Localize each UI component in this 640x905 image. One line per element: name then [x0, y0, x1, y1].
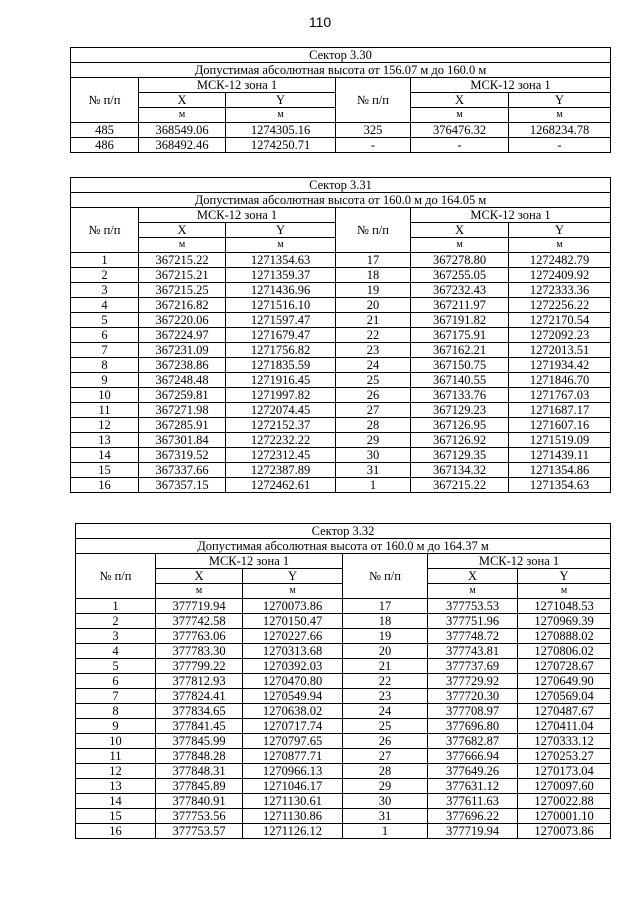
x-coordinate: 367248.48 [139, 373, 226, 388]
point-number: 4 [76, 644, 156, 659]
y-coordinate: 1272074.45 [226, 403, 336, 418]
point-number: 30 [343, 794, 428, 809]
coordinate-system-header: МСК-12 зона 1 [139, 78, 336, 93]
point-number: 9 [76, 719, 156, 734]
y-coordinate: 1271436.96 [226, 283, 336, 298]
table-row [76, 734, 611, 749]
y-coordinate: 1270313.68 [243, 644, 343, 659]
point-number: 1 [71, 253, 139, 268]
y-coordinate: 1270717.74 [243, 719, 343, 734]
sector-title: Сектор 3.30 [71, 48, 611, 63]
x-coordinate: 377682.87 [428, 734, 518, 749]
y-coordinate: 1268234.78 [509, 123, 611, 138]
point-number: 28 [336, 418, 411, 433]
x-coordinate: 377666.94 [428, 749, 518, 764]
table-row [71, 343, 611, 358]
point-number: 3 [76, 629, 156, 644]
point-number: 23 [343, 689, 428, 704]
y-coordinate: 1271679.47 [226, 328, 336, 343]
unit-label: м [411, 108, 509, 123]
x-coordinate: 377753.57 [156, 824, 243, 839]
point-number: 12 [76, 764, 156, 779]
point-number: 26 [343, 734, 428, 749]
y-header: Y [509, 223, 611, 238]
x-coordinate: 367162.21 [411, 343, 509, 358]
x-coordinate: 377631.12 [428, 779, 518, 794]
y-coordinate: 1271516.10 [226, 298, 336, 313]
x-coordinate: 367129.35 [411, 448, 509, 463]
x-header: X [428, 569, 518, 584]
x-coordinate: 367140.55 [411, 373, 509, 388]
x-coordinate: 367215.21 [139, 268, 226, 283]
y-coordinate: 1272013.51 [509, 343, 611, 358]
table-row [76, 674, 611, 689]
y-coordinate: 1270966.13 [243, 764, 343, 779]
x-coordinate: 367150.75 [411, 358, 509, 373]
y-coordinate: 1271354.63 [226, 253, 336, 268]
x-coordinate: 377611.63 [428, 794, 518, 809]
x-coordinate: 367126.92 [411, 433, 509, 448]
point-number: 11 [76, 749, 156, 764]
table-row [76, 614, 611, 629]
x-coordinate: 367259.81 [139, 388, 226, 403]
point-number: 29 [343, 779, 428, 794]
x-coordinate: 367224.97 [139, 328, 226, 343]
table-row [71, 123, 611, 138]
point-number: 486 [71, 138, 139, 153]
table-row [76, 779, 611, 794]
table-row [71, 313, 611, 328]
point-number: 2 [71, 268, 139, 283]
y-coordinate: 1270969.39 [518, 614, 611, 629]
header-row [71, 208, 611, 223]
x-coordinate: 377845.89 [156, 779, 243, 794]
x-coordinate: 367232.43 [411, 283, 509, 298]
point-number: 21 [336, 313, 411, 328]
y-coordinate: 1270227.66 [243, 629, 343, 644]
x-header: X [411, 223, 509, 238]
x-coordinate: 367215.22 [411, 478, 509, 493]
table-row [71, 463, 611, 478]
x-coordinate: 377848.28 [156, 749, 243, 764]
y-coordinate: 1270728.67 [518, 659, 611, 674]
x-coordinate: 367319.52 [139, 448, 226, 463]
x-coordinate: 377743.81 [428, 644, 518, 659]
point-number: 29 [336, 433, 411, 448]
x-coordinate: 377753.56 [156, 809, 243, 824]
y-header: Y [243, 569, 343, 584]
table-row [76, 809, 611, 824]
y-coordinate: 1272232.22 [226, 433, 336, 448]
point-number: 8 [76, 704, 156, 719]
table-row [76, 629, 611, 644]
y-coordinate: 1272482.79 [509, 253, 611, 268]
point-number: 4 [71, 298, 139, 313]
x-coordinate: 377696.22 [428, 809, 518, 824]
y-coordinate: 1271835.59 [226, 358, 336, 373]
y-coordinate: 1270097.60 [518, 779, 611, 794]
y-coordinate: 1271130.61 [243, 794, 343, 809]
x-coordinate: 367301.84 [139, 433, 226, 448]
x-coordinate: 367357.15 [139, 478, 226, 493]
unit-label: м [411, 238, 509, 253]
coordinate-system-header: МСК-12 зона 1 [428, 554, 611, 569]
point-number: 3 [71, 283, 139, 298]
x-coordinate: 367215.22 [139, 253, 226, 268]
point-number: 1 [76, 599, 156, 614]
x-coordinate: 367238.86 [139, 358, 226, 373]
table-row [76, 794, 611, 809]
x-coordinate: 377812.93 [156, 674, 243, 689]
table-row [71, 253, 611, 268]
y-coordinate: 1274305.16 [226, 123, 336, 138]
sector-title: Сектор 3.31 [71, 178, 611, 193]
y-coordinate: 1274250.71 [226, 138, 336, 153]
x-coordinate: 367271.98 [139, 403, 226, 418]
point-number: 11 [71, 403, 139, 418]
y-coordinate: 1270022.88 [518, 794, 611, 809]
point-number: 26 [336, 388, 411, 403]
table-row [76, 659, 611, 674]
y-coordinate: 1271597.47 [226, 313, 336, 328]
sector-table [70, 47, 611, 153]
x-coordinate: 367126.95 [411, 418, 509, 433]
point-number: 31 [343, 809, 428, 824]
point-number: 15 [71, 463, 139, 478]
y-coordinate: 1272333.36 [509, 283, 611, 298]
unit-label: м [243, 584, 343, 599]
point-number: 7 [71, 343, 139, 358]
row-number-header: № п/п [343, 554, 428, 599]
y-header: Y [518, 569, 611, 584]
coordinate-system-header: МСК-12 зона 1 [139, 208, 336, 223]
table-row [71, 478, 611, 493]
x-coordinate: 377845.99 [156, 734, 243, 749]
table-row [71, 418, 611, 433]
point-number: 14 [76, 794, 156, 809]
point-number: 24 [336, 358, 411, 373]
x-header: X [139, 223, 226, 238]
header-row [76, 554, 611, 569]
x-coordinate: 377753.53 [428, 599, 518, 614]
sector-table [70, 177, 611, 493]
row-number-header: № п/п [336, 208, 411, 253]
point-number: 5 [71, 313, 139, 328]
x-coordinate: 377848.31 [156, 764, 243, 779]
coordinate-system-header: МСК-12 зона 1 [411, 208, 611, 223]
y-coordinate: 1270569.04 [518, 689, 611, 704]
x-coordinate: 377719.94 [156, 599, 243, 614]
table-row [71, 328, 611, 343]
point-number: 1 [343, 824, 428, 839]
point-number: 19 [336, 283, 411, 298]
point-number: 13 [76, 779, 156, 794]
y-coordinate: 1271756.82 [226, 343, 336, 358]
point-number: 18 [343, 614, 428, 629]
point-number: 30 [336, 448, 411, 463]
y-coordinate: 1270392.03 [243, 659, 343, 674]
point-number: 485 [71, 123, 139, 138]
y-coordinate: 1270888.02 [518, 629, 611, 644]
x-coordinate: 376476.32 [411, 123, 509, 138]
point-number: 9 [71, 373, 139, 388]
point-number: 25 [343, 719, 428, 734]
y-coordinate: 1270150.47 [243, 614, 343, 629]
x-header: X [156, 569, 243, 584]
y-coordinate: 1271354.63 [509, 478, 611, 493]
x-coordinate: 377824.41 [156, 689, 243, 704]
row-number-header: № п/п [76, 554, 156, 599]
y-coordinate: 1272387.89 [226, 463, 336, 478]
x-coordinate: 377751.96 [428, 614, 518, 629]
y-coordinate: 1272462.61 [226, 478, 336, 493]
table-row [76, 689, 611, 704]
y-coordinate: 1270001.10 [518, 809, 611, 824]
point-number: 17 [343, 599, 428, 614]
point-number: 12 [71, 418, 139, 433]
y-coordinate: 1272409.92 [509, 268, 611, 283]
point-number: 25 [336, 373, 411, 388]
point-number: 16 [71, 478, 139, 493]
y-coordinate: 1272170.54 [509, 313, 611, 328]
coordinate-system-header: МСК-12 зона 1 [411, 78, 611, 93]
point-number: 20 [343, 644, 428, 659]
point-number: 7 [76, 689, 156, 704]
sector-title-row [71, 48, 611, 63]
sector-title-row [71, 178, 611, 193]
table-row [76, 599, 611, 614]
row-number-header: № п/п [71, 208, 139, 253]
table-row [76, 719, 611, 734]
x-coordinate: 377729.92 [428, 674, 518, 689]
table-row [71, 268, 611, 283]
unit-label: м [509, 108, 611, 123]
x-coordinate: - [411, 138, 509, 153]
table-row [71, 298, 611, 313]
x-coordinate: 367215.25 [139, 283, 226, 298]
y-coordinate: 1271846.70 [509, 373, 611, 388]
point-number: 19 [343, 629, 428, 644]
table-row [71, 448, 611, 463]
x-coordinate: 377742.58 [156, 614, 243, 629]
y-header: Y [226, 223, 336, 238]
x-coordinate: 377840.91 [156, 794, 243, 809]
y-coordinate: 1270333.12 [518, 734, 611, 749]
y-coordinate: 1271439.11 [509, 448, 611, 463]
y-coordinate: 1272312.45 [226, 448, 336, 463]
point-number: 15 [76, 809, 156, 824]
x-coordinate: 377737.69 [428, 659, 518, 674]
sector-title: Сектор 3.32 [76, 524, 611, 539]
y-coordinate: 1271046.17 [243, 779, 343, 794]
unit-label: м [509, 238, 611, 253]
height-range: Допустимая абсолютная высота от 156.07 м до 160.0 м [71, 63, 611, 78]
table-row [71, 388, 611, 403]
y-coordinate: - [509, 138, 611, 153]
point-number: 6 [71, 328, 139, 343]
height-range: Допустимая абсолютная высота от 160.0 м до 164.05 м [71, 193, 611, 208]
x-coordinate: 367134.32 [411, 463, 509, 478]
coordinate-system-header: МСК-12 зона 1 [156, 554, 343, 569]
x-coordinate: 377649.26 [428, 764, 518, 779]
table-row [76, 749, 611, 764]
y-coordinate: 1271767.03 [509, 388, 611, 403]
point-number: 17 [336, 253, 411, 268]
y-coordinate: 1271359.37 [226, 268, 336, 283]
x-coordinate: 377841.45 [156, 719, 243, 734]
x-coordinate: 367175.91 [411, 328, 509, 343]
point-number: 20 [336, 298, 411, 313]
x-coordinate: 377719.94 [428, 824, 518, 839]
x-coordinate: 377696.80 [428, 719, 518, 734]
y-coordinate: 1270470.80 [243, 674, 343, 689]
x-coordinate: 367337.66 [139, 463, 226, 478]
unit-label: м [518, 584, 611, 599]
y-coordinate: 1271607.16 [509, 418, 611, 433]
y-coordinate: 1270173.04 [518, 764, 611, 779]
y-coordinate: 1270487.67 [518, 704, 611, 719]
table-row [71, 138, 611, 153]
y-coordinate: 1272152.37 [226, 418, 336, 433]
x-coordinate: 367231.09 [139, 343, 226, 358]
x-coordinate: 368492.46 [139, 138, 226, 153]
unit-label: м [139, 238, 226, 253]
y-coordinate: 1271916.45 [226, 373, 336, 388]
x-coordinate: 367285.91 [139, 418, 226, 433]
y-coordinate: 1271354.86 [509, 463, 611, 478]
y-coordinate: 1270253.27 [518, 749, 611, 764]
y-coordinate: 1270411.04 [518, 719, 611, 734]
point-number: 14 [71, 448, 139, 463]
height-range: Допустимая абсолютная высота от 160.0 м до 164.37 м [76, 539, 611, 554]
x-coordinate: 367278.80 [411, 253, 509, 268]
table-row [76, 764, 611, 779]
point-number: 325 [336, 123, 411, 138]
unit-label: м [156, 584, 243, 599]
x-coordinate: 377834.65 [156, 704, 243, 719]
y-header: Y [226, 93, 336, 108]
point-number: 18 [336, 268, 411, 283]
y-coordinate: 1270877.71 [243, 749, 343, 764]
table-row [71, 283, 611, 298]
x-coordinate: 377783.30 [156, 644, 243, 659]
y-coordinate: 1270549.94 [243, 689, 343, 704]
point-number: 24 [343, 704, 428, 719]
point-number: 27 [336, 403, 411, 418]
x-coordinate: 367191.82 [411, 313, 509, 328]
point-number: 13 [71, 433, 139, 448]
unit-label: м [226, 238, 336, 253]
x-coordinate: 377763.06 [156, 629, 243, 644]
x-coordinate: 377799.22 [156, 659, 243, 674]
point-number: 27 [343, 749, 428, 764]
table-row [71, 358, 611, 373]
row-number-header: № п/п [71, 78, 139, 123]
y-coordinate: 1270649.90 [518, 674, 611, 689]
point-number: 10 [76, 734, 156, 749]
table-row [71, 403, 611, 418]
table-row [76, 704, 611, 719]
y-coordinate: 1271934.42 [509, 358, 611, 373]
table-row [71, 433, 611, 448]
height-row [76, 539, 611, 554]
point-number: 6 [76, 674, 156, 689]
page-number: 110 [308, 14, 332, 30]
y-coordinate: 1270806.02 [518, 644, 611, 659]
y-coordinate: 1270638.02 [243, 704, 343, 719]
y-coordinate: 1270797.65 [243, 734, 343, 749]
unit-label: м [226, 108, 336, 123]
y-coordinate: 1271687.17 [509, 403, 611, 418]
x-coordinate: 377748.72 [428, 629, 518, 644]
x-coordinate: 367220.06 [139, 313, 226, 328]
point-number: 8 [71, 358, 139, 373]
y-coordinate: 1272092.23 [509, 328, 611, 343]
x-coordinate: 367133.76 [411, 388, 509, 403]
unit-label: м [139, 108, 226, 123]
header-row [71, 78, 611, 93]
y-coordinate: 1271997.82 [226, 388, 336, 403]
height-row [71, 63, 611, 78]
point-number: 21 [343, 659, 428, 674]
x-header: X [411, 93, 509, 108]
table-row [71, 373, 611, 388]
point-number: - [336, 138, 411, 153]
x-coordinate: 367129.23 [411, 403, 509, 418]
x-coordinate: 377720.30 [428, 689, 518, 704]
point-number: 28 [343, 764, 428, 779]
x-coordinate: 368549.06 [139, 123, 226, 138]
height-row [71, 193, 611, 208]
point-number: 31 [336, 463, 411, 478]
y-coordinate: 1271130.86 [243, 809, 343, 824]
point-number: 23 [336, 343, 411, 358]
x-header: X [139, 93, 226, 108]
point-number: 2 [76, 614, 156, 629]
point-number: 10 [71, 388, 139, 403]
x-coordinate: 377708.97 [428, 704, 518, 719]
y-coordinate: 1271048.53 [518, 599, 611, 614]
y-coordinate: 1270073.86 [518, 824, 611, 839]
row-number-header: № п/п [336, 78, 411, 123]
unit-label: м [428, 584, 518, 599]
x-coordinate: 367216.82 [139, 298, 226, 313]
point-number: 22 [343, 674, 428, 689]
point-number: 16 [76, 824, 156, 839]
y-coordinate: 1271126.12 [243, 824, 343, 839]
point-number: 22 [336, 328, 411, 343]
y-coordinate: 1270073.86 [243, 599, 343, 614]
sector-table [75, 523, 611, 839]
x-coordinate: 367211.97 [411, 298, 509, 313]
y-header: Y [509, 93, 611, 108]
x-coordinate: 367255.05 [411, 268, 509, 283]
table-row [76, 824, 611, 839]
y-coordinate: 1271519.09 [509, 433, 611, 448]
sector-title-row [76, 524, 611, 539]
point-number: 1 [336, 478, 411, 493]
table-row [76, 644, 611, 659]
point-number: 5 [76, 659, 156, 674]
y-coordinate: 1272256.22 [509, 298, 611, 313]
